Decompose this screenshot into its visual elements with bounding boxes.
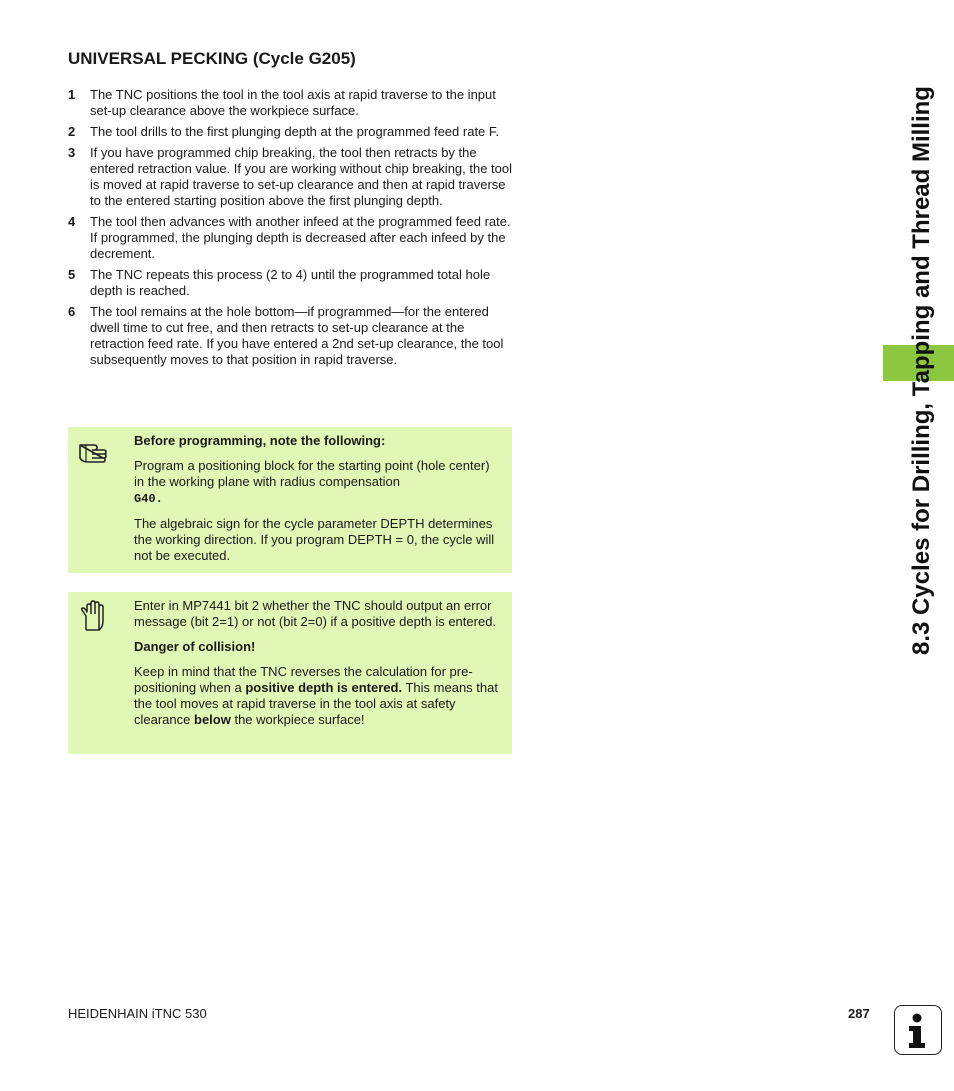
- warning-heading: Danger of collision!: [134, 639, 256, 654]
- step-number: 5: [68, 267, 76, 282]
- list-item: [68, 124, 514, 140]
- step-text: The tool drills to the first plunging depth at the programmed feed rate F.: [90, 124, 500, 139]
- step-number: 4: [68, 214, 76, 229]
- step-number: 1: [68, 87, 76, 102]
- note-text: the workpiece surface!: [234, 712, 365, 727]
- footer-product: HEIDENHAIN iTNC 530: [68, 1006, 207, 1021]
- procedure-list: [68, 87, 514, 373]
- note-text: The algebraic sign for the cycle parameter DEPTH determines the working direction. If you program DEPTH = 0, the cycle will not be executed.: [134, 516, 495, 563]
- raised-hand-icon: [78, 600, 110, 632]
- code-snippet: G40.: [134, 492, 163, 506]
- note-heading: Before programming, note the following:: [134, 433, 386, 448]
- emphasis-text: below: [194, 712, 231, 727]
- list-item: [68, 145, 514, 209]
- emphasis-text: positive depth is entered.: [245, 680, 403, 695]
- step-text: The TNC repeats this process (2 to 4) until the programmed total hole depth is reached.: [90, 267, 491, 298]
- pointing-hand-icon: [78, 435, 110, 467]
- note-text: Enter in MP7441 bit 2 whether the TNC should output an error message (bit 2=1) or not (bit 2=0) if a positive depth is entered.: [134, 598, 497, 629]
- page-number: 287: [848, 1006, 870, 1021]
- step-text: The tool then advances with another infeed at the programmed feed rate. If programmed, the plunging depth is decreased after each infeed by the decrement.: [90, 214, 511, 261]
- list-item: [68, 214, 514, 262]
- step-text: If you have programmed chip breaking, the tool then retracts by the entered retraction value. If you are working without chip breaking, the tool is moved at rapid traverse to set-up clearance and then at rapid traverse to the entered starting position above the first plunging depth.: [90, 145, 513, 208]
- collision-warning-note: [68, 592, 512, 754]
- section-title: UNIVERSAL PECKING (Cycle G205): [68, 49, 356, 68]
- programming-note: [68, 427, 512, 573]
- info-icon: [894, 1005, 942, 1055]
- list-item: [68, 87, 514, 119]
- info-glyph: [895, 1006, 940, 1053]
- step-text: The tool remains at the hole bottom—if programmed—for the entered dwell time to cut free, and then retracts to set-up clearance at the retraction feed rate. If you have entered a 2nd set-up clearance, the tool subsequently moves to that position in rapid traverse.: [90, 304, 504, 367]
- step-number: 3: [68, 145, 76, 160]
- list-item: [68, 267, 514, 299]
- step-number: 2: [68, 124, 76, 139]
- note-text: Program a positioning block for the starting point (hole center) in the working plane with radius compensation: [134, 458, 490, 489]
- note-text: This means that the tool moves at rapid traverse in the tool axis at safety clearance: [134, 680, 498, 727]
- step-text: The TNC positions the tool in the tool axis at rapid traverse to the input set-up clearance above the workpiece surface.: [90, 87, 496, 118]
- step-number: 6: [68, 304, 76, 319]
- list-item: [68, 304, 514, 368]
- note-text: Keep in mind that the TNC reverses the calculation for pre-positioning when a: [134, 664, 473, 695]
- chapter-title: 8.3 Cycles for Drilling, Tapping and Thread Milling: [908, 86, 935, 655]
